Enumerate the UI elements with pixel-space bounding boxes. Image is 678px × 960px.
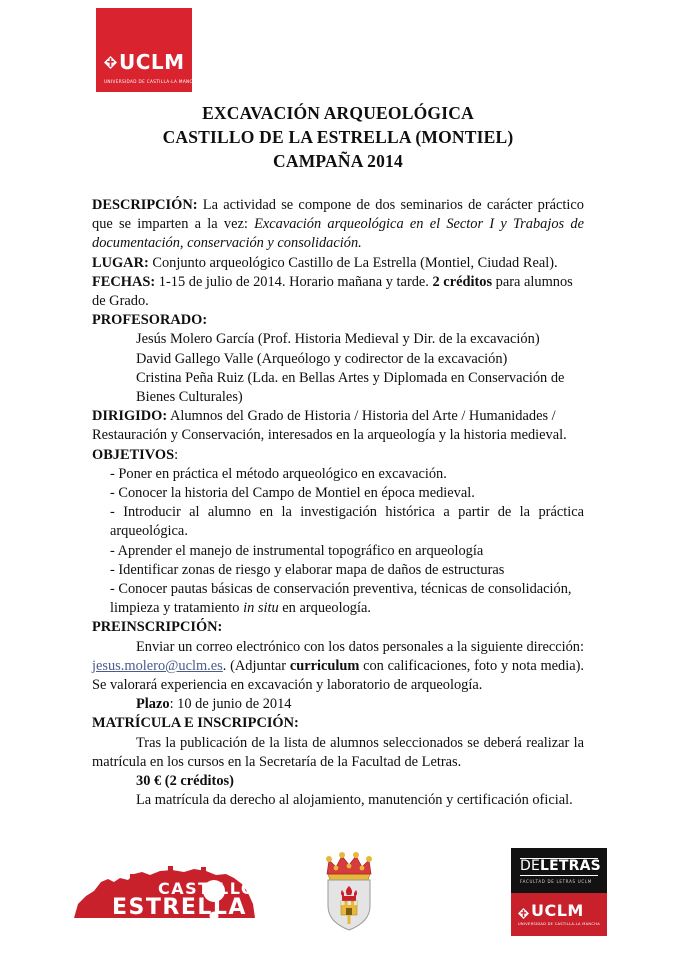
objetivos-item: - Aprender el manejo de instrumental topográfico en arqueología bbox=[110, 542, 484, 559]
preinscripcion-plazo bbox=[92, 695, 584, 714]
title-line-2: CASTILLO DE LA ESTRELLA (MONTIEL) bbox=[162, 127, 514, 147]
matricula-label: MATRÍCULA E INSCRIPCIÓN: bbox=[92, 715, 299, 732]
preinscripcion-text-c: con calificaciones, foto y nota media). Se valorará experiencia en excavación y laboratorio de arqueología. bbox=[92, 657, 585, 694]
objetivos-colon: : bbox=[174, 446, 179, 463]
section-fechas bbox=[92, 273, 584, 311]
page-title bbox=[92, 101, 584, 173]
descripcion-text-italic: Excavación arqueológica en el Sector I y Trabajos de documentación, conservación y consolidación. bbox=[92, 216, 584, 252]
footer-logos bbox=[0, 838, 678, 948]
matricula-price bbox=[92, 772, 584, 791]
matricula-label-row bbox=[92, 714, 584, 733]
uclm-logo-mark bbox=[104, 50, 184, 74]
plazo-text: : 10 de junio de 2014 bbox=[169, 696, 292, 713]
svg-text:CASTILLO: CASTILLO bbox=[158, 879, 256, 898]
matricula-text-b: La matrícula da derecho al alojamiento, manutención y certificación oficial. bbox=[136, 792, 573, 809]
profesorado-item: David Gallego Valle (Arqueólogo y codirector de la excavación) bbox=[136, 350, 508, 367]
section-lugar bbox=[92, 254, 584, 273]
title-line-1: EXCAVACIÓN ARQUEOLÓGICA bbox=[202, 103, 474, 123]
letras-uclm-subtitle: UNIVERSIDAD DE CASTILLA-LA MANCHA bbox=[518, 922, 600, 926]
dirigido-text: Alumnos del Grado de Historia / Historia del Arte / Humanidades / Restauración y Conservación, interesados en la arqueología y la historia medieval. bbox=[92, 408, 567, 444]
profesorado-label: PROFESORADO: bbox=[92, 312, 208, 329]
fechas-text-a: 1-15 de julio de 2014. Horario mañana y tarde. bbox=[155, 273, 433, 290]
profesorado-label-row bbox=[92, 311, 584, 330]
escudo-montiel-logo bbox=[316, 846, 382, 934]
uclm-diamond-icon bbox=[104, 56, 117, 69]
de-letras-uclm-band bbox=[511, 893, 607, 936]
preinscripcion-label: PREINSCRIPCIÓN: bbox=[92, 619, 223, 636]
fechas-label: FECHAS: bbox=[92, 273, 156, 290]
objetivos-item: - Introducir al alumno en la investigación histórica a partir de la práctica arqueológica. bbox=[110, 504, 584, 540]
preinscripcion-body bbox=[92, 638, 584, 696]
de-letras-uclm-logo bbox=[511, 848, 607, 936]
document-body bbox=[92, 196, 584, 811]
de-letras-wordmark bbox=[520, 859, 601, 873]
svg-text:ESTRELLA: ESTRELLA bbox=[112, 895, 247, 920]
objetivos-label-row bbox=[92, 446, 584, 465]
uclm-logo-subtitle: UNIVERSIDAD DE CASTILLA-LA MANCHA bbox=[104, 79, 200, 84]
matricula-price-value: 30 € (2 créditos) bbox=[136, 773, 234, 790]
preinscripcion-curriculum: curriculum bbox=[289, 657, 360, 674]
de-letras-top bbox=[511, 848, 607, 893]
de-letras-word-letras: LETRAS bbox=[540, 858, 601, 874]
objetivos-label: OBJETIVOS bbox=[92, 446, 175, 463]
matricula-text-a: Tras la publicación de la lista de alumnos seleccionados se deberá realizar la matrícula en los cursos en la Secretaría de la Facultad de Letras. bbox=[92, 734, 584, 770]
letras-uclm-wordmark: UCLM bbox=[531, 901, 584, 920]
de-letras-word-de: DE bbox=[520, 858, 541, 874]
preinscripcion-label-row bbox=[92, 618, 584, 637]
objetivos-item: - Identificar zonas de riesgo y elaborar mapa de daños de estructuras bbox=[110, 561, 505, 578]
letras-uclm-mark bbox=[518, 903, 584, 919]
uclm-logo-wordmark: UCLM bbox=[119, 50, 185, 74]
uclm-logo-box bbox=[96, 8, 200, 92]
lugar-text: Conjunto arqueológico Castillo de La Estrella (Montiel, Ciudad Real). bbox=[148, 254, 558, 271]
dirigido-label: DIRIGIDO: bbox=[92, 408, 168, 425]
objetivos-item: - Poner en práctica el método arqueológico en excavación. bbox=[110, 465, 447, 482]
descripcion-text: La actividad se compone de dos seminarios de carácter práctico que se imparten a la vez: bbox=[92, 197, 584, 233]
objetivos-item: - Conocer la historia del Campo de Montiel en época medieval. bbox=[110, 485, 475, 502]
title-line-3: CAMPAÑA 2014 bbox=[273, 151, 403, 171]
objetivos-last-a: - Conocer pautas básicas de conservación preventiva, técnicas de consolidación, limpieza y tratamiento bbox=[110, 581, 572, 617]
profesorado-item: Jesús Molero García (Prof. Historia Medieval y Dir. de la excavación) bbox=[136, 331, 540, 348]
preinscripcion-text-b: . (Adjuntar bbox=[222, 657, 290, 674]
section-dirigido bbox=[92, 407, 584, 445]
castillo-estrella-logo bbox=[68, 860, 256, 922]
descripcion-label: DESCRIPCIÓN: bbox=[92, 197, 198, 213]
preinscripcion-text-a: Enviar un correo electrónico con los datos personales a la siguiente dirección: bbox=[136, 638, 584, 655]
lugar-label: LUGAR: bbox=[92, 254, 149, 271]
objetivos-item bbox=[92, 580, 584, 618]
section-descripcion bbox=[92, 196, 584, 254]
uclm-header-logo bbox=[96, 8, 200, 92]
preinscripcion-email-link[interactable]: jesus.molero@uclm.es bbox=[92, 657, 223, 674]
profesorado-item: Cristina Peña Ruiz (Lda. en Bellas Artes y Diplomada en Conservación de Bienes Culturales) bbox=[136, 369, 565, 406]
plazo-label: Plazo bbox=[136, 696, 170, 713]
uclm-diamond-icon bbox=[518, 906, 529, 917]
objetivos-last-b: en arqueología. bbox=[278, 600, 371, 617]
objetivos-last-italic: in situ bbox=[243, 600, 279, 617]
fechas-creditos: 2 créditos bbox=[432, 273, 493, 290]
fechas-text-b: para alumnos de Grado. bbox=[92, 273, 573, 310]
de-letras-subtitle: FACULTAD DE LETRAS UCLM bbox=[520, 879, 592, 884]
